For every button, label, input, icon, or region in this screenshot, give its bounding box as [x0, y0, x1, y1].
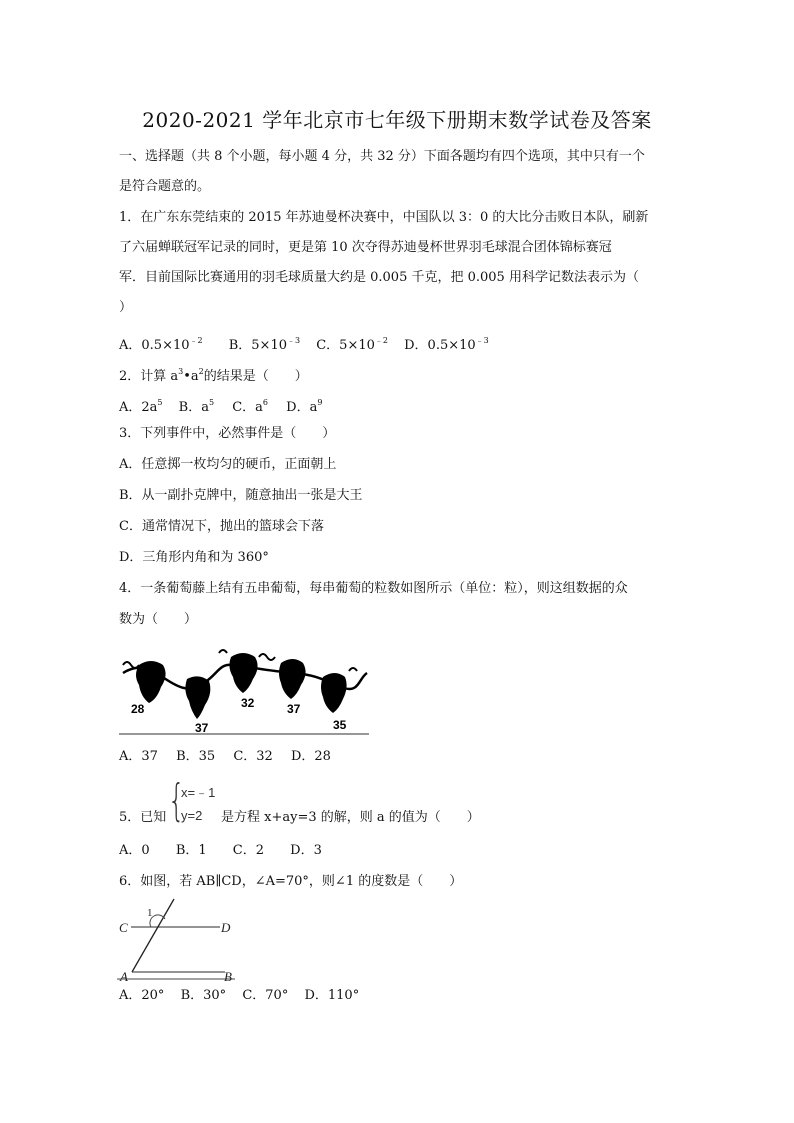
q2-option-c[interactable]: C．$a^6$	[232, 398, 268, 415]
point-a-label: A	[120, 969, 128, 982]
q1-option-d[interactable]: D．$0.5\times 10^{﹣3}$	[404, 336, 489, 353]
q6-option-b[interactable]: B．30°	[180, 988, 227, 1003]
q1-stem-line1: 1．在广东东莞结束的 2015 年苏迪曼杯决赛中，中国队以 3：0 的大比分击败日本队，刷新	[119, 210, 649, 225]
q4-option-d[interactable]: D．28	[290, 749, 331, 764]
point-d-label: D	[221, 920, 231, 935]
grape-label-2: 37	[195, 721, 209, 735]
q5-options	[119, 842, 322, 860]
point-b-label: B	[224, 969, 232, 982]
equation-y: y=2	[181, 808, 203, 823]
angle-1-label: 1	[147, 907, 153, 919]
point-c-label: C	[119, 920, 128, 935]
q1-stem-line3: 军．目前国际比赛通用的羽毛球质量大约是 0.005 千克，把 0.005 用科学记数法表示为（	[119, 270, 639, 285]
q1-option-c[interactable]: C．$5\times 10^{﹣2}$	[316, 336, 388, 353]
section-heading-cont: 是符合题意的。	[119, 179, 211, 194]
q1-stem-line2: 了六届蝉联冠军记录的同时，更是第 10 次夺得苏迪曼杯世界羽毛球混合团体锦标赛冠	[119, 240, 612, 255]
parallel-lines-figure	[117, 897, 237, 982]
grape-label-3: 32	[241, 696, 255, 710]
q5-option-d[interactable]: D．3	[290, 843, 322, 858]
q1-option-a[interactable]: A．$0.5\times 10^{﹣2}$	[119, 336, 203, 353]
q1-stem-line4: ）	[119, 300, 133, 315]
q6-options	[119, 987, 359, 1005]
brace-icon: {	[168, 775, 185, 826]
q4-options	[119, 748, 331, 766]
q4-stem-line2: 数为（ ）	[119, 612, 198, 627]
q2-stem: 2．计算 $a^3•a^2$的结果是（ ）	[119, 367, 308, 384]
q3-stem: 3．下列事件中，必然事件是（ ）	[119, 426, 336, 441]
q2-option-b[interactable]: B．$a^5$	[178, 398, 215, 415]
q6-option-a[interactable]: A．20°	[119, 988, 165, 1003]
grape-label-5: 35	[333, 718, 347, 732]
q2-option-d[interactable]: D．$a^9$	[286, 398, 323, 415]
q5-stem-pre: 5．已知	[119, 810, 167, 825]
q2-options	[119, 394, 322, 417]
q5-option-c[interactable]: C．2	[232, 843, 264, 858]
q6-option-c[interactable]: C．70°	[242, 988, 289, 1003]
q3-option-a[interactable]: A．任意掷一枚均匀的硬币，正面朝上	[119, 457, 337, 472]
q4-stem-line1: 4．一条葡萄藤上结有五串葡萄，每串葡萄的粒数如图所示（单位：粒），则这组数据的众	[119, 581, 628, 596]
q1-options	[119, 332, 489, 355]
grape-vine-image	[119, 643, 369, 735]
grape-vine-figure	[119, 643, 369, 735]
q4-option-c[interactable]: C．32	[233, 749, 273, 764]
q5-stem-post: 是方程 x+ay=3 的解，则 a 的值为（ ）	[221, 810, 480, 825]
q1-option-b[interactable]: B．$5\times 10^{﹣3}$	[228, 336, 301, 353]
q2-option-a[interactable]: A．$2a^5$	[119, 398, 163, 415]
page-title: 2020-2021 学年北京市七年级下册期末数学试卷及答案	[142, 108, 652, 132]
q6-option-d[interactable]: D．110°	[304, 988, 360, 1003]
q3-option-d[interactable]: D．三角形内角和为 360°	[119, 550, 269, 565]
q5-option-b[interactable]: B．1	[175, 843, 207, 858]
q3-option-b[interactable]: B．从一副扑克牌中，随意抽出一张是大王	[119, 488, 363, 503]
parallel-lines-diagram	[117, 897, 237, 982]
grape-label-4: 37	[287, 702, 301, 716]
section-heading: 一、选择题（共 8 个小题，每小题 4 分，共 32 分）下面各题均有四个选项，其中只有一个	[119, 149, 645, 164]
q5-option-a[interactable]: A．0	[119, 843, 150, 858]
equation-x: x=﹣1	[181, 785, 216, 800]
q3-option-c[interactable]: C．通常情况下，抛出的篮球会下落	[119, 519, 324, 534]
q6-stem: 6．如图，若 AB∥CD，∠A=70°，则∠1 的度数是（ ）	[119, 874, 463, 889]
q4-option-a[interactable]: A．37	[119, 749, 158, 764]
grape-label-1: 28	[131, 702, 145, 716]
q4-option-b[interactable]: B．35	[176, 749, 216, 764]
equation-system	[168, 775, 218, 830]
